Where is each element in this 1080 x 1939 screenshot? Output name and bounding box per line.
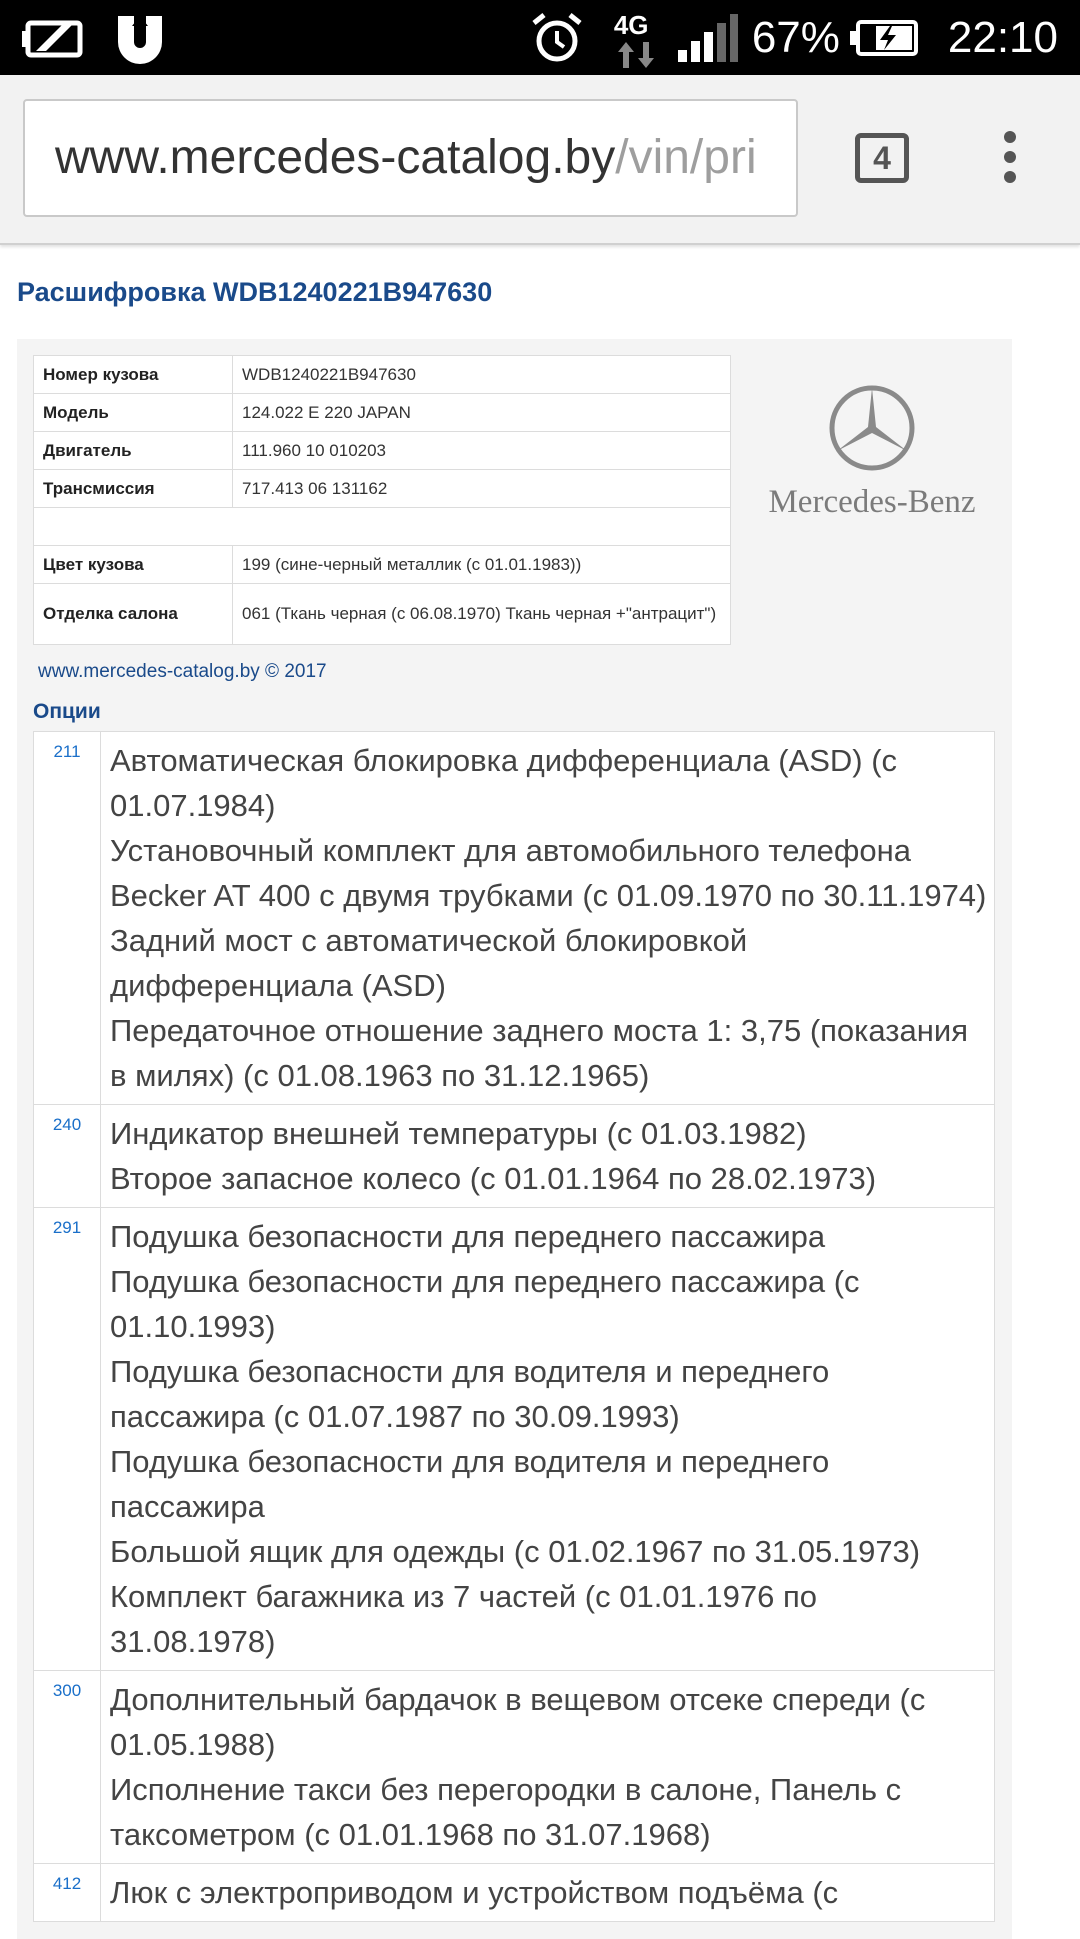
row-value: WDB1240221B947630: [233, 356, 731, 394]
signal-icon: [678, 14, 738, 62]
row-value: 124.022 E 220 JAPAN: [233, 394, 731, 432]
option-description: [101, 1208, 995, 1671]
mercedes-star-icon: [827, 383, 917, 473]
row-label: Трансмиссия: [34, 470, 233, 508]
alarm-icon: [530, 11, 584, 65]
option-line: Индикатор внешней температуры (с 01.03.1982): [110, 1116, 807, 1151]
table-row-empty: [34, 508, 731, 546]
option-row: [34, 1208, 995, 1671]
option-line: Второе запасное колесо (с 01.01.1964 по 28.02.1973): [110, 1161, 877, 1196]
status-bar: [0, 0, 1080, 75]
option-line: Дополнительный бардачок в вещевом отсеке спереди (с 01.05.1988): [110, 1682, 926, 1762]
option-row: [34, 732, 995, 1105]
row-value: 111.960 10 010203: [233, 432, 731, 470]
option-code-link[interactable]: 211: [34, 732, 101, 1105]
option-code-link[interactable]: 412: [34, 1864, 101, 1922]
table-row: [34, 470, 731, 508]
option-line: Большой ящик для одежды (с 01.02.1967 по 31.05.1973): [110, 1534, 921, 1569]
option-line: Автоматическая блокировка дифференциала (ASD) (с 01.07.1984): [110, 743, 898, 823]
empty-cell: [34, 508, 731, 546]
row-label: Модель: [34, 394, 233, 432]
option-line: Передаточное отношение заднего моста 1: 3,75 (показания в милях) (с 01.08.1963 по 31.12.1965): [110, 1013, 968, 1093]
row-value: 717.413 06 131162: [233, 470, 731, 508]
battery-charging-icon: [850, 20, 918, 56]
option-line: Задний мост с автоматической блокировкой дифференциала (ASD): [110, 923, 748, 1003]
logo-text: Mercedes-Benz: [768, 484, 976, 520]
network-type-label: 4G: [613, 9, 649, 40]
option-line: Подушка безопасности для переднего пассажира (с 01.10.1993): [110, 1264, 860, 1344]
option-line: Комплект багажника из 7 частей (с 01.01.1976 по 31.08.1978): [110, 1579, 818, 1659]
option-line: Люк с электроприводом и устройством подъёма (с: [110, 1875, 839, 1910]
url-path: /vin/pri: [615, 131, 757, 184]
overflow-menu-icon[interactable]: [990, 131, 1030, 189]
table-row: [34, 394, 731, 432]
options-table: [33, 731, 995, 1922]
options-heading: Опции: [33, 700, 101, 723]
option-row: [34, 1864, 995, 1922]
option-line: Подушка безопасности для переднего пассажира: [110, 1219, 826, 1254]
tab-switcher-button[interactable]: 4: [855, 133, 909, 183]
url-domain: www.mercedes-catalog.by: [55, 131, 616, 184]
table-row: [34, 584, 731, 645]
table-row: [34, 356, 731, 394]
option-description: [101, 732, 995, 1105]
option-code-link[interactable]: 240: [34, 1105, 101, 1208]
option-row: [34, 1671, 995, 1864]
row-value: 061 (Ткань черная (с 06.08.1970) Ткань черная +"антрацит"): [233, 584, 731, 645]
vin-table: [33, 355, 731, 645]
option-line: Установочный комплект для автомобильного телефона Becker AT 400 с двумя трубками (с 01.09.1970 по 30.11.1974): [110, 833, 987, 913]
battery-saver-icon: [22, 17, 86, 59]
u-app-icon: [114, 12, 166, 64]
table-row: [34, 546, 731, 584]
option-line: Исполнение такси без перегородки в салоне, Панель с таксометром (с 01.01.1968 по 31.07.1968): [110, 1772, 902, 1852]
row-label: Цвет кузова: [34, 546, 233, 584]
url-bar[interactable]: [23, 99, 798, 217]
option-code-link[interactable]: 300: [34, 1671, 101, 1864]
option-line: Подушка безопасности для водителя и переднего пассажира (с 01.07.1987 по 30.09.1993): [110, 1354, 830, 1434]
option-description: [101, 1105, 995, 1208]
vin-panel: [17, 339, 1012, 1939]
page-title: Расшифровка WDB1240221B947630: [17, 277, 493, 307]
row-value: 199 (сине-черный металлик (с 01.01.1983)): [233, 546, 731, 584]
network-indicator: [614, 8, 660, 68]
row-label: Отделка салона: [34, 584, 233, 645]
row-label: Двигатель: [34, 432, 233, 470]
clock-time: 22:10: [947, 12, 1058, 62]
option-description: [101, 1671, 995, 1864]
option-row: [34, 1105, 995, 1208]
row-label: Номер кузова: [34, 356, 233, 394]
copyright-link[interactable]: www.mercedes-catalog.by © 2017: [38, 661, 327, 682]
option-description: [101, 1864, 995, 1922]
data-arrows-icon: [614, 40, 660, 70]
browser-toolbar: [0, 75, 1080, 245]
option-line: Подушка безопасности для водителя и переднего пассажира: [110, 1444, 830, 1524]
table-row: [34, 432, 731, 470]
battery-percent: 67%: [751, 12, 840, 62]
option-code-link[interactable]: 291: [34, 1208, 101, 1671]
mercedes-logo: [747, 383, 997, 543]
